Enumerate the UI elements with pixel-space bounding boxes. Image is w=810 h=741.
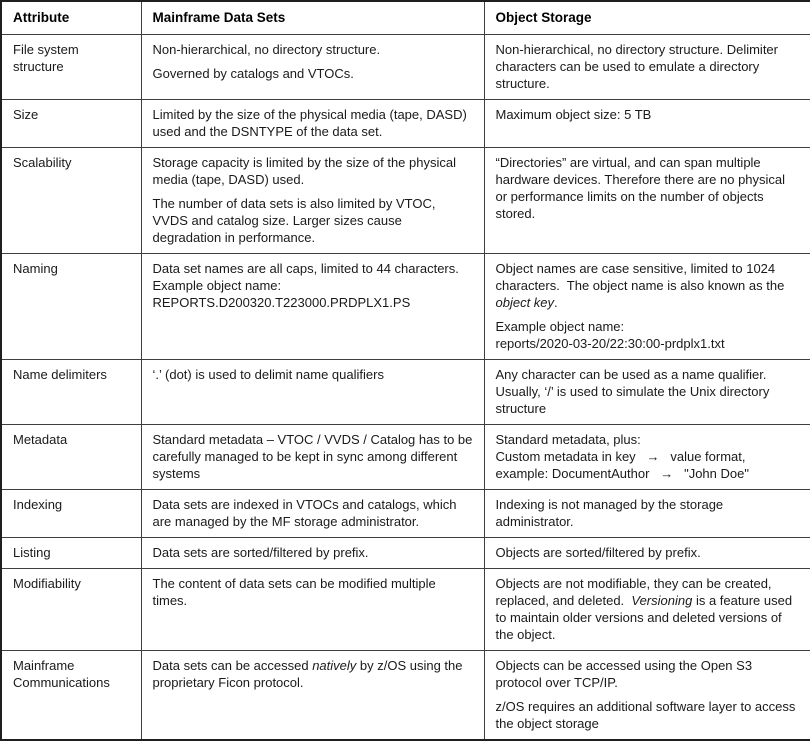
cell-paragraph bbox=[496, 544, 801, 561]
text-run: ‘.’ (dot) is used to delimit name qualifiers bbox=[152, 367, 384, 382]
cell-paragraph bbox=[153, 65, 474, 82]
text-run: Custom metadata in key → value format, bbox=[495, 449, 746, 464]
attribute-cell: Metadata bbox=[1, 425, 141, 490]
text-run: is a feature used to maintain older versions and deleted versions of the object. bbox=[495, 593, 793, 642]
cell-paragraph bbox=[496, 106, 801, 123]
cell-paragraph bbox=[496, 154, 801, 222]
cell-paragraph bbox=[153, 544, 474, 561]
mainframe-cell bbox=[141, 254, 484, 360]
text-run: natively bbox=[312, 658, 357, 673]
cell-paragraph bbox=[153, 106, 474, 140]
cell-paragraph bbox=[153, 154, 474, 188]
object-cell bbox=[484, 651, 810, 741]
text-run: Limited by the size of the physical media (tape, DASD) used and the DSNTYPE of the data set. bbox=[152, 107, 467, 139]
attribute-cell: Size bbox=[1, 100, 141, 148]
mainframe-cell bbox=[141, 569, 484, 651]
mainframe-cell bbox=[141, 651, 484, 741]
object-cell bbox=[484, 35, 810, 100]
cell-paragraph bbox=[496, 431, 801, 448]
attribute-cell: Name delimiters bbox=[1, 360, 141, 425]
header-row bbox=[1, 1, 810, 35]
object-cell bbox=[484, 425, 810, 490]
text-run: Example object name: bbox=[152, 278, 282, 293]
cell-paragraph bbox=[496, 41, 801, 92]
text-run: Objects are sorted/filtered by prefix. bbox=[495, 545, 701, 560]
cell-paragraph bbox=[496, 260, 801, 311]
table-row bbox=[1, 148, 810, 254]
attribute-cell: Naming bbox=[1, 254, 141, 360]
mainframe-cell bbox=[141, 148, 484, 254]
table-row bbox=[1, 569, 810, 651]
cell-paragraph bbox=[153, 431, 474, 482]
attribute-cell: Listing bbox=[1, 538, 141, 569]
cell-paragraph bbox=[496, 335, 801, 352]
object-cell bbox=[484, 254, 810, 360]
text-run: reports/2020-03-20/22:30:00-prdplx1.txt bbox=[495, 336, 725, 351]
header-mainframe-data-sets: Mainframe Data Sets bbox=[141, 1, 484, 35]
text-run: Versioning bbox=[631, 593, 693, 608]
cell-paragraph bbox=[153, 277, 474, 294]
table-row bbox=[1, 490, 810, 538]
table-row bbox=[1, 254, 810, 360]
text-run: Data set names are all caps, limited to 44 characters. bbox=[152, 261, 459, 276]
object-cell bbox=[484, 148, 810, 254]
text-run: Maximum object size: 5 TB bbox=[495, 107, 652, 122]
text-run: Object names are case sensitive, limited to 1024 characters. The object name is also known as the bbox=[495, 261, 785, 293]
mainframe-cell bbox=[141, 360, 484, 425]
table-row bbox=[1, 360, 810, 425]
text-run: by z/OS using the proprietary Ficon protocol. bbox=[152, 658, 463, 690]
table-row bbox=[1, 538, 810, 569]
cell-paragraph bbox=[153, 260, 474, 277]
attribute-cell: Modifiability bbox=[1, 569, 141, 651]
object-cell bbox=[484, 360, 810, 425]
table-body bbox=[1, 35, 810, 741]
text-run: object key bbox=[495, 295, 555, 310]
mainframe-cell bbox=[141, 490, 484, 538]
table-row bbox=[1, 651, 810, 741]
text-run: Data sets are sorted/filtered by prefix. bbox=[152, 545, 369, 560]
text-run: “Directories” are virtual, and can span multiple hardware devices. Therefore there are no physical or performance limits on the number of objects stored. bbox=[495, 155, 786, 221]
object-cell bbox=[484, 569, 810, 651]
text-run: Example object name: bbox=[495, 319, 625, 334]
text-run: Objects can be accessed using the Open S3 protocol over TCP/IP. bbox=[495, 658, 753, 690]
cell-paragraph bbox=[496, 318, 801, 335]
attribute-cell: File system structure bbox=[1, 35, 141, 100]
attribute-cell: Scalability bbox=[1, 148, 141, 254]
text-run: z/OS requires an additional software layer to access the object storage bbox=[495, 699, 796, 731]
mainframe-cell bbox=[141, 100, 484, 148]
mainframe-cell bbox=[141, 425, 484, 490]
object-cell bbox=[484, 100, 810, 148]
text-run: Standard metadata – VTOC / VVDS / Catalog has to be carefully managed to be kept in sync among different systems bbox=[152, 432, 473, 481]
text-run: Data sets can be accessed bbox=[152, 658, 313, 673]
text-run: The number of data sets is also limited by VTOC, VVDS and catalog size. Larger sizes cause degradation in performance. bbox=[152, 196, 436, 245]
text-run: Non-hierarchical, no directory structure. Delimiter characters can be used to emulate a directory structure. bbox=[495, 42, 778, 91]
cell-paragraph bbox=[153, 294, 474, 311]
cell-paragraph bbox=[496, 448, 801, 465]
cell-paragraph bbox=[153, 657, 474, 691]
text-run: Non-hierarchical, no directory structure. bbox=[152, 42, 381, 57]
header-object-storage: Object Storage bbox=[484, 1, 810, 35]
table-row bbox=[1, 100, 810, 148]
cell-paragraph bbox=[496, 366, 801, 417]
table-header bbox=[1, 1, 810, 35]
object-cell bbox=[484, 490, 810, 538]
cell-paragraph bbox=[153, 575, 474, 609]
cell-paragraph bbox=[153, 366, 474, 383]
text-run: . bbox=[554, 295, 558, 310]
cell-paragraph bbox=[153, 41, 474, 58]
table-row bbox=[1, 35, 810, 100]
mainframe-cell bbox=[141, 35, 484, 100]
attribute-cell: Mainframe Communications bbox=[1, 651, 141, 741]
table-row bbox=[1, 425, 810, 490]
attribute-cell: Indexing bbox=[1, 490, 141, 538]
cell-paragraph bbox=[496, 698, 801, 732]
text-run: Storage capacity is limited by the size of the physical media (tape, DASD) used. bbox=[152, 155, 456, 187]
cell-paragraph bbox=[153, 195, 474, 246]
cell-paragraph bbox=[496, 575, 801, 643]
text-run: Standard metadata, plus: bbox=[495, 432, 641, 447]
header-attribute: Attribute bbox=[1, 1, 141, 35]
text-run: Objects are not modifiable, they can be created, replaced, and deleted. bbox=[495, 576, 772, 608]
mainframe-cell bbox=[141, 538, 484, 569]
text-run: example: DocumentAuthor → "John Doe" bbox=[495, 466, 749, 481]
cell-paragraph bbox=[496, 657, 801, 691]
text-run: Indexing is not managed by the storage administrator. bbox=[495, 497, 724, 529]
cell-paragraph bbox=[496, 496, 801, 530]
text-run: Governed by catalogs and VTOCs. bbox=[152, 66, 354, 81]
text-run: Data sets are indexed in VTOCs and catalogs, which are managed by the MF storage administrator. bbox=[152, 497, 457, 529]
text-run: REPORTS.D200320.T223000.PRDPLX1.PS bbox=[152, 295, 411, 310]
text-run: The content of data sets can be modified multiple times. bbox=[152, 576, 436, 608]
cell-paragraph bbox=[496, 465, 801, 482]
object-cell bbox=[484, 538, 810, 569]
cell-paragraph bbox=[153, 496, 474, 530]
text-run: Any character can be used as a name qualifier. Usually, ‘/’ is used to simulate the Unix directory structure bbox=[495, 367, 770, 416]
